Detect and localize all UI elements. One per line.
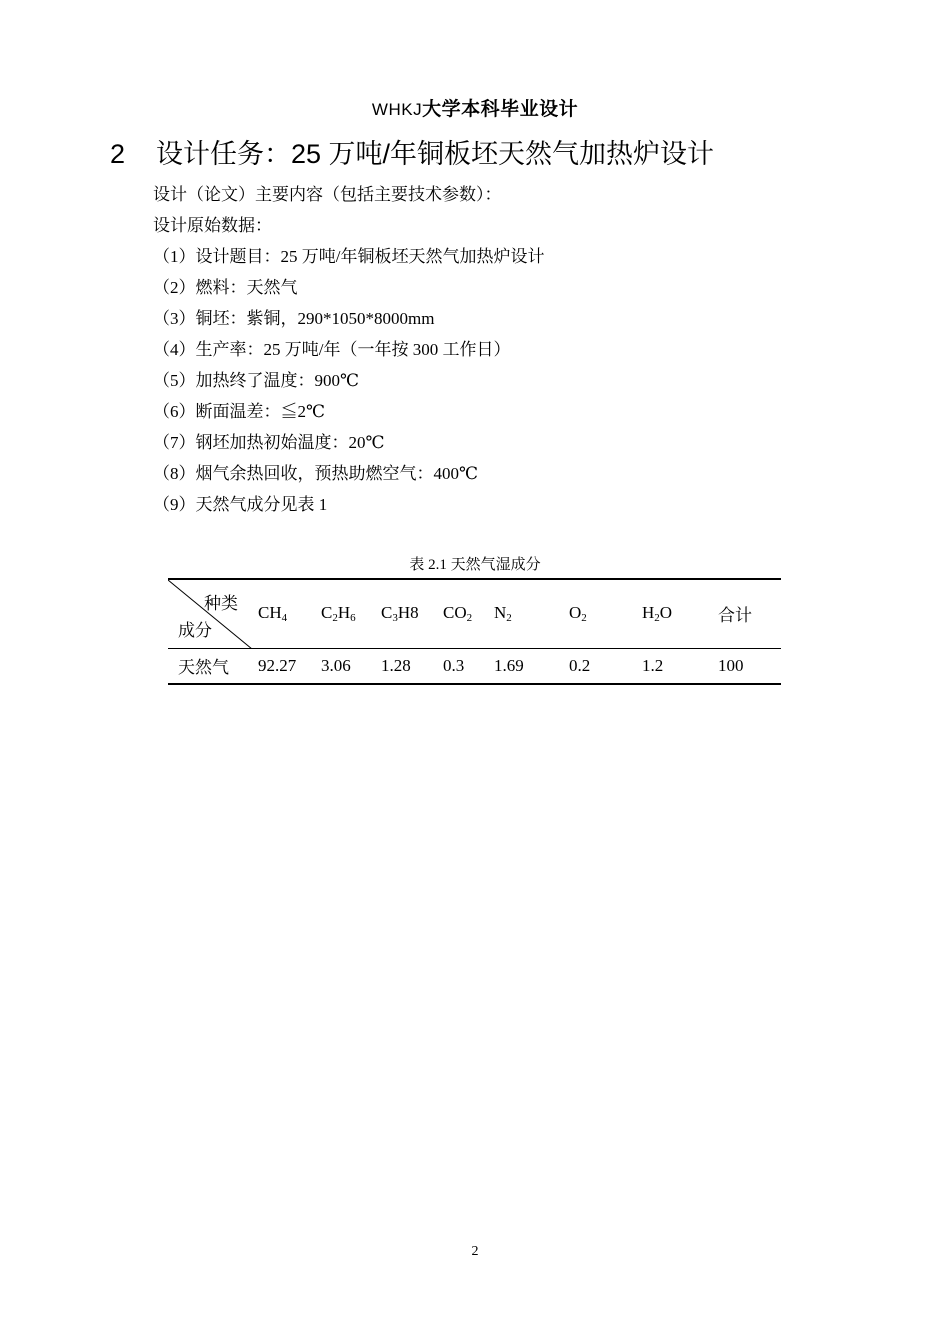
table-header-row — [168, 579, 781, 648]
table-cell: 0.3 — [443, 655, 465, 675]
table-cell: 0.2 — [569, 655, 591, 675]
section-number: 2 — [110, 139, 126, 169]
header-cell: $CO_2$ — [443, 603, 473, 625]
row-label: 天然气 — [178, 658, 229, 678]
list-item: （2）燃料：天然气 — [153, 278, 298, 297]
page-number: 2 — [471, 1244, 479, 1259]
corner-bottom-label: 成分 — [178, 620, 212, 640]
list-item: （1）设计题目：25 万吨/年铜板坯天然气加热炉设计 — [153, 247, 545, 266]
header-cell: $C_3H8$ — [381, 603, 419, 625]
table-cell: 100 — [718, 655, 744, 675]
table-cell: 1.69 — [494, 655, 524, 675]
table-cell: 92.27 — [258, 655, 297, 675]
intro-line: 设计（论文）主要内容（包括主要技术参数）： — [153, 185, 502, 204]
header-title: 大学本科毕业设计 — [422, 99, 579, 120]
table-cell: 1.2 — [642, 655, 664, 675]
intro-line: 设计原始数据： — [153, 216, 272, 235]
list-item: （9）天然气成分见表 1 — [153, 495, 328, 514]
header-cell: $C_2H_6$ — [321, 603, 356, 625]
table-caption: 表 2.1 天然气湿成分 — [409, 557, 541, 573]
header-cell: $H_2O$ — [642, 603, 673, 625]
list-item: （5）加热终了温度：900℃ — [153, 371, 360, 390]
table-cell: 1.28 — [381, 655, 411, 675]
list-item: （7）钢坯加热初始温度：20℃ — [153, 433, 385, 452]
corner-cell — [168, 579, 252, 648]
section-heading — [110, 132, 714, 171]
list-item: （4）生产率：25 万吨/年（一年按 300 工作日） — [153, 340, 511, 359]
list-item: （6）断面温差：≦2℃ — [153, 402, 326, 421]
list-item: （8）烟气余热回收，预热助燃空气：400℃ — [153, 464, 479, 483]
gas-composition-table — [168, 578, 781, 685]
header-cell: $O_2$ — [569, 603, 587, 625]
table-cell: 3.06 — [321, 655, 351, 675]
section-title: 设计任务：25 万吨/年铜板坯天然气加热炉设计 — [156, 139, 715, 169]
header-cell: $CH_4$ — [258, 603, 288, 625]
header-cell: 合计 — [718, 606, 752, 626]
table-row — [168, 648, 781, 684]
header-cell: $N_2$ — [494, 603, 512, 625]
page-header — [0, 94, 950, 121]
corner-top-label: 种类 — [204, 594, 238, 613]
header-latin: WHKJ — [371, 100, 423, 119]
list-item: （3）铜坯：紫铜，290*1050*8000mm — [153, 309, 435, 328]
